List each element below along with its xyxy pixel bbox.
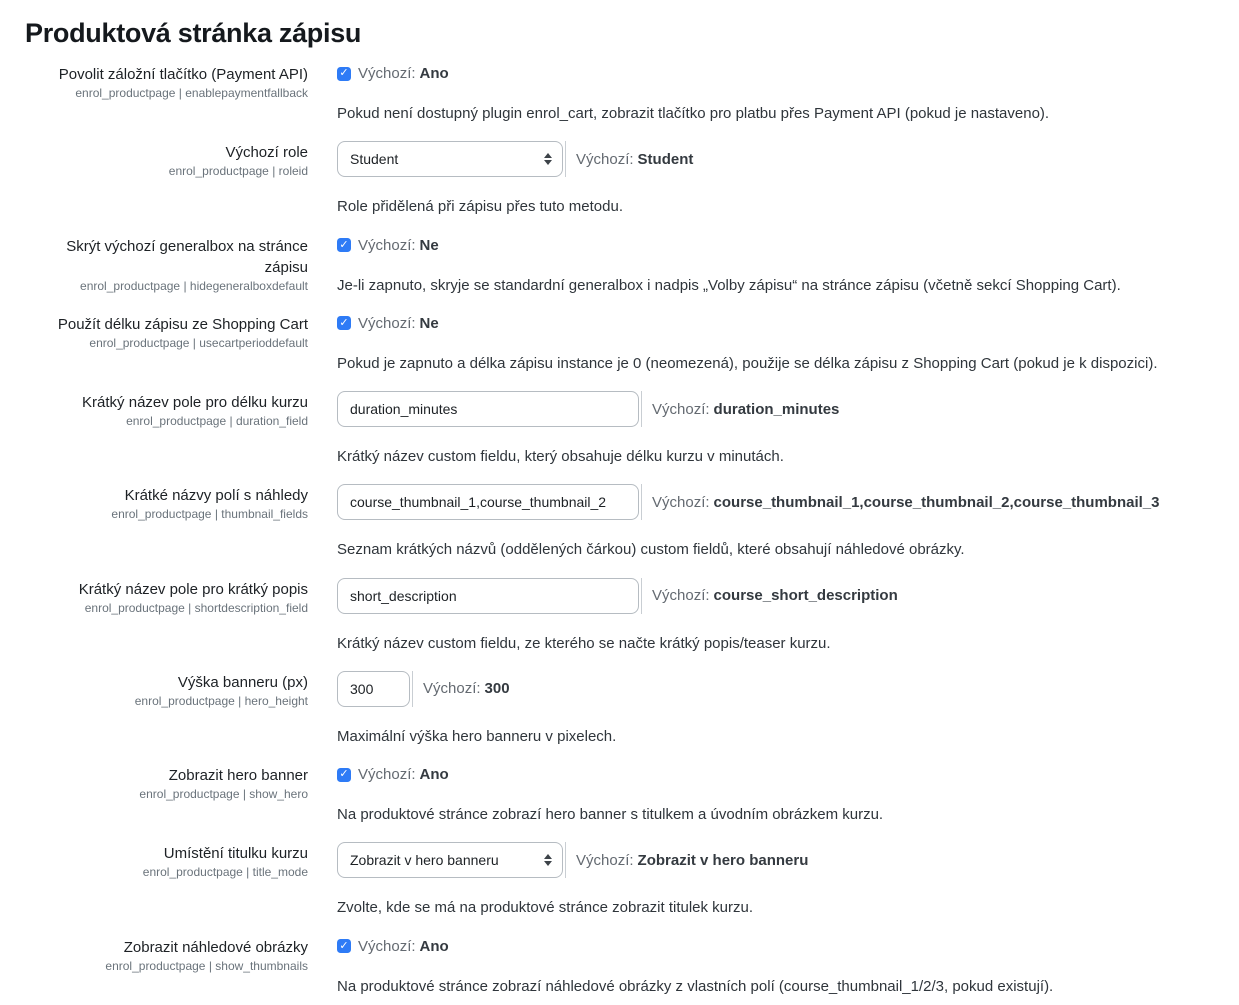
setting-checkbox[interactable]	[337, 238, 351, 252]
default-value: Ne	[419, 314, 439, 332]
default-info	[576, 151, 693, 168]
settings-list	[25, 63, 1227, 997]
setting-plugin-id: enrol_productpage | show_hero	[139, 787, 308, 801]
setting-plugin-id: enrol_productpage | thumbnail_fields	[111, 507, 308, 522]
setting-checkbox[interactable]	[337, 768, 351, 782]
setting-label-column	[25, 842, 308, 918]
checkmark-icon: ✓	[339, 316, 349, 329]
setting-plugin-id: enrol_productpage | show_thumbnails	[105, 958, 308, 973]
default-prefix-label: Výchozí:	[576, 150, 634, 168]
setting-label-column	[25, 141, 308, 217]
default-prefix-label: Výchozí:	[652, 493, 710, 511]
setting-control-line	[337, 141, 1227, 177]
setting-label-column	[25, 63, 308, 124]
default-info	[652, 494, 1160, 511]
default-value: course_thumbnail_1,course_thumbnail_2,course_thumbnail_3	[713, 493, 1160, 511]
setting-name: Zobrazit náhledové obrázky	[123, 938, 308, 956]
setting-control-line	[337, 936, 1227, 957]
default-value: Student	[637, 150, 694, 168]
default-prefix-label: Výchozí:	[652, 400, 710, 418]
setting-control-line	[337, 764, 1227, 785]
setting-label-column	[25, 313, 308, 374]
setting-description: Pokud není dostupný plugin enrol_cart, zobrazit tlačítko pro platbu přes Payment API (pokud je nastaveno).	[337, 105, 1050, 122]
setting-control-line	[337, 391, 1227, 427]
default-divider	[641, 484, 642, 520]
default-info	[358, 237, 439, 254]
setting-row	[25, 764, 1227, 825]
setting-content-column	[337, 235, 1227, 296]
setting-select-wrap	[337, 842, 563, 878]
default-divider	[641, 391, 642, 427]
setting-label-column	[25, 764, 308, 825]
setting-plugin-id: enrol_productpage | shortdescription_field	[84, 600, 308, 615]
default-info	[423, 680, 510, 697]
setting-label-column	[25, 391, 308, 467]
setting-content-column	[337, 936, 1227, 997]
default-value: Ano	[419, 937, 449, 955]
setting-row	[25, 313, 1227, 374]
setting-text-input[interactable]	[337, 671, 410, 707]
default-info	[652, 401, 839, 418]
default-divider	[565, 141, 566, 177]
setting-content-column	[337, 842, 1227, 918]
setting-text-input[interactable]	[337, 391, 639, 427]
setting-label-column	[25, 936, 308, 997]
setting-name: Použít délku zápisu ze Shopping Cart	[57, 315, 308, 333]
default-divider	[412, 671, 413, 707]
setting-select[interactable]	[337, 842, 563, 878]
setting-label-column	[25, 484, 308, 560]
default-prefix-label: Výchozí:	[358, 65, 416, 82]
setting-description: Seznam krátkých názvů (oddělených čárkou) custom fieldů, které obsahují náhledové obrázky.	[337, 541, 965, 559]
setting-plugin-id: enrol_productpage | title_mode	[142, 865, 308, 880]
setting-row	[25, 936, 1227, 997]
setting-checkbox[interactable]	[337, 316, 351, 330]
setting-name: Výška banneru (px)	[177, 673, 308, 691]
default-value: Ano	[419, 65, 449, 82]
checkmark-icon: ✓	[339, 939, 349, 952]
setting-control-line	[337, 235, 1227, 256]
default-info	[358, 315, 439, 332]
setting-content-column	[337, 764, 1227, 825]
setting-description: Krátký název custom fieldu, ze kterého se načte krátký popis/teaser kurzu.	[337, 634, 831, 652]
default-info	[358, 766, 449, 783]
setting-plugin-id: enrol_productpage | duration_field	[126, 414, 308, 428]
default-prefix-label: Výchozí:	[358, 937, 416, 955]
setting-description: Na produktové stránce zobrazí náhledové obrázky z vlastních polí (course_thumbnail_1/2/3, pokud existují).	[337, 977, 1054, 995]
setting-select[interactable]	[337, 141, 563, 177]
default-prefix-label: Výchozí:	[423, 680, 481, 698]
setting-content-column	[337, 313, 1227, 374]
default-info	[576, 852, 808, 869]
setting-content-column	[337, 141, 1227, 217]
setting-label-column	[25, 578, 308, 654]
setting-row	[25, 235, 1227, 296]
setting-plugin-id: enrol_productpage | roleid	[168, 164, 308, 179]
setting-row	[25, 578, 1227, 654]
default-prefix-label: Výchozí:	[358, 314, 416, 332]
setting-label-column	[25, 671, 308, 747]
setting-name: Povolit záložní tlačítko (Payment API)	[58, 66, 308, 83]
setting-content-column	[337, 391, 1227, 467]
setting-select-wrap	[337, 141, 563, 177]
default-prefix-label: Výchozí:	[576, 851, 634, 869]
setting-checkbox[interactable]	[337, 939, 351, 953]
checkmark-icon: ✓	[339, 768, 349, 780]
setting-text-input[interactable]	[337, 484, 639, 520]
setting-name: Zobrazit hero banner	[168, 767, 308, 784]
default-value: Ano	[419, 766, 449, 783]
setting-description: Zvolte, kde se má na produktové stránce zobrazit titulek kurzu.	[337, 899, 754, 917]
setting-control-line	[337, 578, 1227, 614]
setting-text-input[interactable]	[337, 578, 639, 614]
checkmark-icon: ✓	[339, 67, 349, 79]
setting-plugin-id: enrol_productpage | hidegeneralboxdefault	[80, 278, 308, 293]
default-divider	[565, 842, 566, 878]
setting-row	[25, 63, 1227, 124]
setting-row	[25, 391, 1227, 467]
default-value: Ne	[419, 236, 439, 254]
checkmark-icon: ✓	[339, 238, 349, 251]
page-title: Produktová stránka zápisu	[25, 18, 362, 48]
setting-description: Je-li zapnuto, skryje se standardní generalbox i nadpis „Volby zápisu“ na stránce zápisu (včetně sekcí Shopping Cart).	[337, 276, 1121, 294]
setting-control-line	[337, 484, 1227, 520]
setting-checkbox[interactable]	[337, 67, 351, 81]
default-divider	[641, 578, 642, 614]
default-prefix-label: Výchozí:	[358, 766, 416, 783]
default-value: 300	[484, 680, 510, 698]
default-prefix-label: Výchozí:	[358, 236, 416, 254]
setting-label-column	[25, 235, 308, 296]
setting-description: Na produktové stránce zobrazí hero banner s titulkem a úvodním obrázkem kurzu.	[337, 806, 884, 823]
setting-description: Maximální výška hero banneru v pixelech.	[337, 727, 617, 745]
setting-control-line	[337, 63, 1227, 84]
setting-row	[25, 842, 1227, 918]
setting-name: Krátké názvy polí s náhledy	[124, 487, 308, 505]
setting-row	[25, 484, 1227, 560]
setting-plugin-id: enrol_productpage | usecartperioddefault	[89, 335, 308, 350]
setting-description: Role přidělená při zápisu přes tuto metodu.	[337, 198, 623, 216]
default-info	[358, 65, 449, 82]
default-value: Zobrazit v hero banneru	[637, 851, 809, 869]
setting-content-column	[337, 671, 1227, 747]
default-value: duration_minutes	[713, 400, 840, 418]
setting-name: Výchozí role	[225, 144, 308, 162]
setting-plugin-id: enrol_productpage | enablepaymentfallback	[75, 86, 308, 100]
setting-control-line	[337, 313, 1227, 334]
setting-name: Skrýt výchozí generalbox na stránce zápisu	[66, 237, 308, 276]
setting-row	[25, 671, 1227, 747]
setting-name: Krátký název pole pro délku kurzu	[82, 394, 308, 411]
setting-plugin-id: enrol_productpage | hero_height	[134, 693, 308, 708]
default-prefix-label: Výchozí:	[652, 587, 710, 604]
setting-control-line	[337, 842, 1227, 878]
setting-row	[25, 141, 1227, 217]
default-info	[358, 938, 449, 955]
default-value: course_short_description	[713, 587, 898, 604]
setting-description: Pokud je zapnuto a délka zápisu instance je 0 (neomezená), použije se délka zápisu z Shopping Cart (pokud je k dispozici).	[337, 354, 1158, 372]
setting-name: Umístění titulku kurzu	[163, 845, 308, 863]
setting-content-column	[337, 63, 1227, 124]
setting-content-column	[337, 578, 1227, 654]
setting-control-line	[337, 671, 1227, 707]
setting-content-column	[337, 484, 1227, 560]
setting-description: Krátký název custom fieldu, který obsahuje délku kurzu v minutách.	[337, 448, 784, 465]
default-info	[652, 587, 898, 604]
setting-name: Krátký název pole pro krátký popis	[78, 580, 308, 598]
